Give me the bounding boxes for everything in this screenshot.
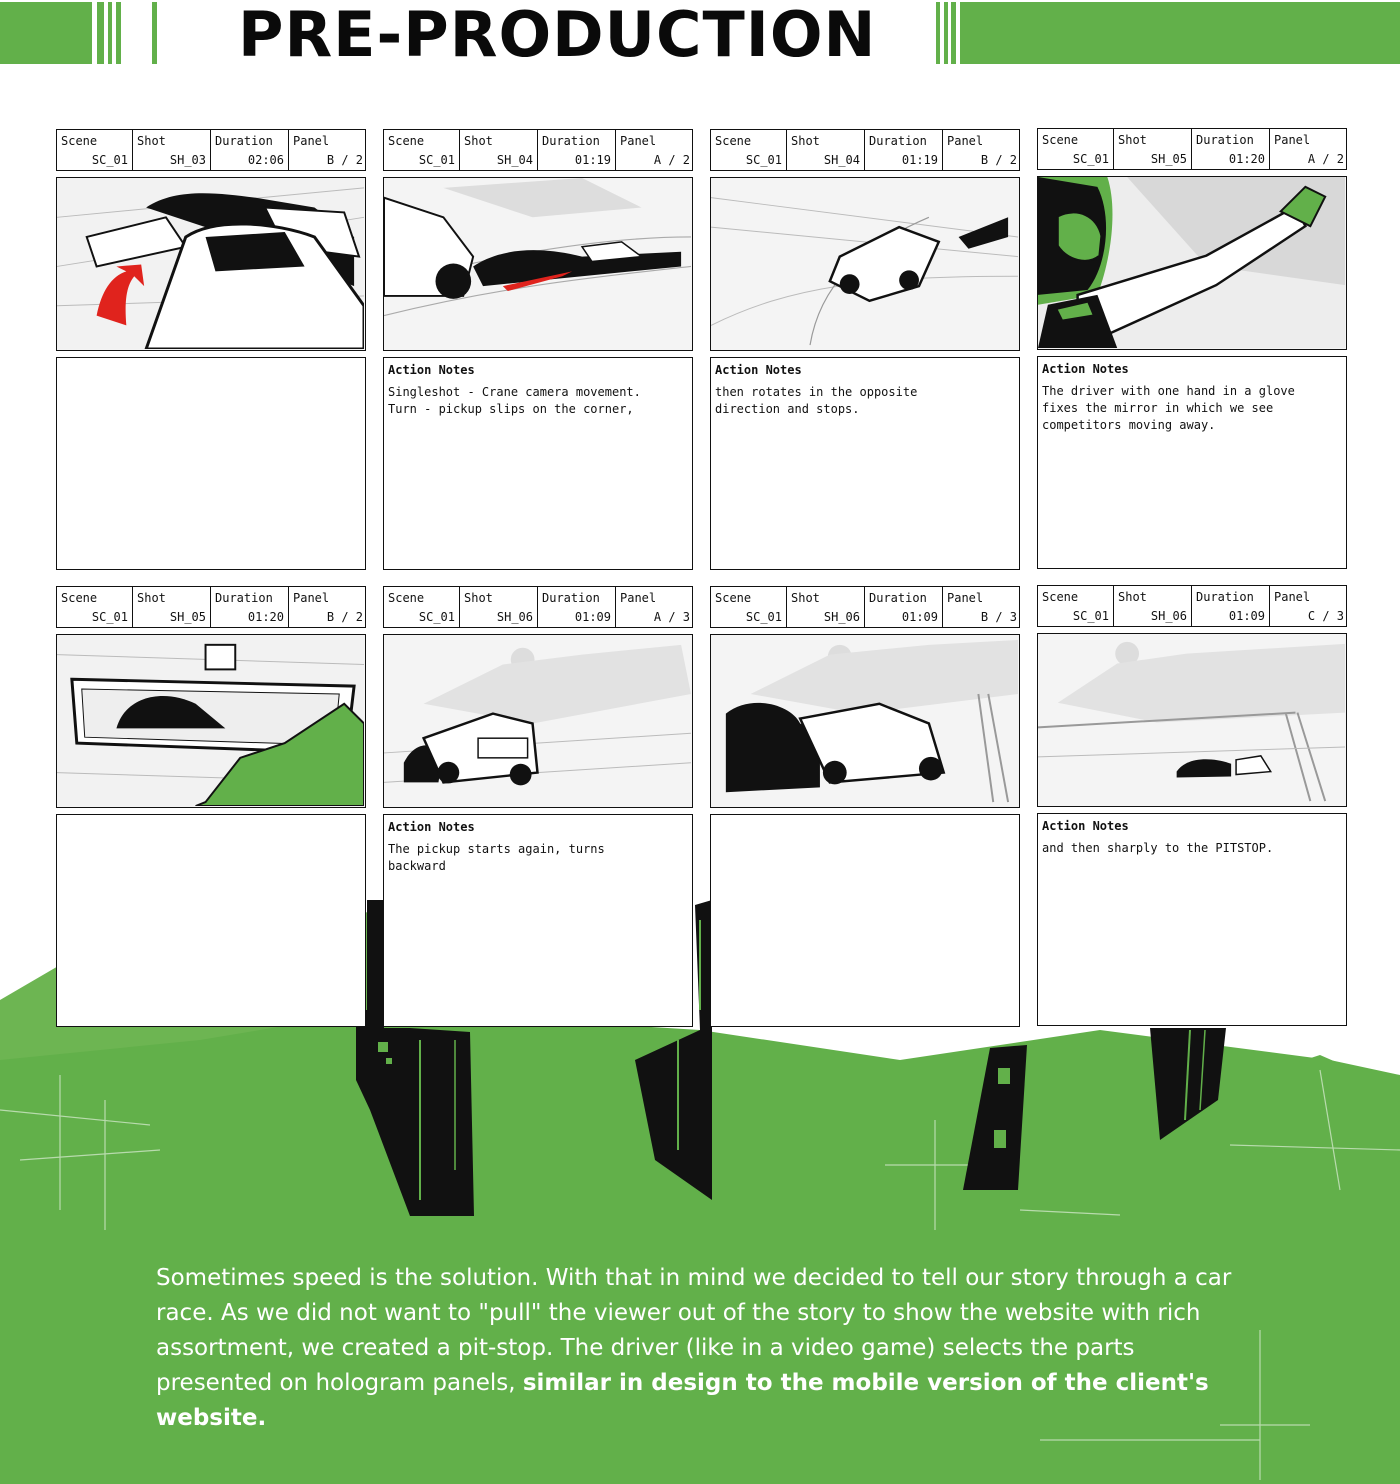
scene-label: Scene <box>715 134 752 148</box>
shot-value: SH_03 <box>169 153 206 167</box>
storyboard-frame <box>1037 176 1347 350</box>
duration-cell <box>538 587 616 627</box>
scene-cell <box>384 587 460 627</box>
scene-value: SC_01 <box>745 610 782 624</box>
scene-value: SC_01 <box>418 153 455 167</box>
shot-cell <box>1114 586 1192 626</box>
action-notes-heading: Action Notes <box>1042 819 1129 833</box>
panel-label: Panel <box>620 134 657 148</box>
driver-helmet-icon <box>1038 177 1345 348</box>
action-notes-heading: Action Notes <box>715 363 802 377</box>
duration-value: 01:19 <box>574 153 611 167</box>
duration-label: Duration <box>1196 133 1254 147</box>
duration-label: Duration <box>1196 590 1254 604</box>
scene-label: Scene <box>61 134 98 148</box>
panel-label: Panel <box>1274 590 1311 604</box>
duration-value: 01:19 <box>901 153 938 167</box>
storyboard-frame <box>383 634 693 808</box>
duration-label: Duration <box>215 591 273 605</box>
scene-label: Scene <box>61 591 98 605</box>
action-notes-text: then rotates in the opposite direction and stops. <box>715 385 918 416</box>
duration-cell <box>1192 129 1270 169</box>
shot-value: SH_05 <box>1150 152 1187 166</box>
duration-cell <box>865 587 943 627</box>
action-notes-box <box>56 357 366 570</box>
shot-label: Shot <box>464 591 493 605</box>
scene-cell <box>711 130 787 170</box>
panel-metadata <box>710 586 1020 628</box>
panel-cell <box>1270 129 1348 169</box>
shot-value: SH_06 <box>1150 609 1187 623</box>
storyboard-frame <box>1037 633 1347 807</box>
scene-value: SC_01 <box>1072 609 1109 623</box>
shot-value: SH_06 <box>823 610 860 624</box>
panel-value: A / 3 <box>653 610 690 624</box>
duration-label: Duration <box>869 591 927 605</box>
duration-label: Duration <box>869 134 927 148</box>
storyboard-frame <box>56 634 366 808</box>
scene-label: Scene <box>1042 590 1079 604</box>
panel-label: Panel <box>620 591 657 605</box>
shot-value: SH_05 <box>169 610 206 624</box>
duration-label: Duration <box>215 134 273 148</box>
pickup-dust-icon <box>711 635 1018 806</box>
panel-metadata <box>56 586 366 628</box>
scene-value: SC_01 <box>745 153 782 167</box>
description-text: Sometimes speed is the solution. With that in mind we decided to tell our story through a car race. As we did not want to "pull" the viewer out of the story to show the website with rich assortment, we created a pit-stop. The driver (like in a video game) selects the parts presented on hologram panels, <box>156 1265 1232 1396</box>
duration-value: 01:09 <box>574 610 611 624</box>
action-notes-text: The driver with one hand in a glove fixes the mirror in which we see competitors moving away. <box>1042 384 1295 432</box>
duration-cell <box>1192 586 1270 626</box>
scene-label: Scene <box>715 591 752 605</box>
shot-value: SH_04 <box>496 153 533 167</box>
action-notes-box <box>56 814 366 1027</box>
duration-cell <box>211 587 289 627</box>
scene-cell <box>1038 586 1114 626</box>
action-notes-box <box>383 814 693 1027</box>
panel-value: B / 2 <box>326 610 363 624</box>
action-notes-heading: Action Notes <box>388 820 475 834</box>
panel-label: Panel <box>1274 133 1311 147</box>
panel-value: A / 2 <box>1307 152 1344 166</box>
cars-chase-red-arrow-icon <box>57 178 364 349</box>
panel-value: B / 2 <box>326 153 363 167</box>
action-notes-box <box>1037 356 1347 569</box>
storyboard-frame <box>710 177 1020 351</box>
scene-value: SC_01 <box>91 610 128 624</box>
pickup-start-icon <box>384 635 691 806</box>
shot-label: Shot <box>791 591 820 605</box>
shot-value: SH_04 <box>823 153 860 167</box>
panel-cell <box>616 130 694 170</box>
rearview-mirror-icon <box>57 635 364 806</box>
scene-cell <box>57 130 133 170</box>
duration-cell <box>865 130 943 170</box>
duration-value: 02:06 <box>247 153 284 167</box>
panel-cell <box>289 130 367 170</box>
panel-metadata <box>56 129 366 171</box>
panel-value: A / 2 <box>653 153 690 167</box>
scene-cell <box>384 130 460 170</box>
panel-metadata <box>383 586 693 628</box>
panel-value: B / 3 <box>980 610 1017 624</box>
action-notes-box <box>1037 813 1347 1026</box>
scene-value: SC_01 <box>91 153 128 167</box>
action-notes-box <box>710 357 1020 570</box>
panel-label: Panel <box>293 134 330 148</box>
pickup-drift-icon <box>384 178 691 349</box>
duration-value: 01:09 <box>901 610 938 624</box>
shot-cell <box>460 587 538 627</box>
panel-label: Panel <box>293 591 330 605</box>
action-notes-text: The pickup starts again, turns backward <box>388 842 605 873</box>
shot-label: Shot <box>137 134 166 148</box>
storyboard-frame <box>56 177 366 351</box>
panel-metadata <box>383 129 693 171</box>
shot-cell <box>787 130 865 170</box>
panel-metadata <box>1037 128 1347 170</box>
shot-cell <box>1114 129 1192 169</box>
scene-label: Scene <box>388 134 425 148</box>
pickup-rotate-icon <box>711 178 1018 349</box>
scene-cell <box>1038 129 1114 169</box>
panel-cell <box>943 130 1021 170</box>
scene-cell <box>57 587 133 627</box>
panel-cell <box>289 587 367 627</box>
shot-label: Shot <box>137 591 166 605</box>
scene-cell <box>711 587 787 627</box>
shot-label: Shot <box>791 134 820 148</box>
action-notes-box <box>710 814 1020 1027</box>
duration-value: 01:09 <box>1228 609 1265 623</box>
duration-value: 01:20 <box>1228 152 1265 166</box>
duration-label: Duration <box>542 591 600 605</box>
action-notes-text: Singleshot - Crane camera movement. Turn - pickup slips on the corner, <box>388 385 641 416</box>
scene-label: Scene <box>388 591 425 605</box>
panel-cell <box>616 587 694 627</box>
duration-value: 01:20 <box>247 610 284 624</box>
shot-cell <box>133 587 211 627</box>
panel-metadata <box>1037 585 1347 627</box>
panel-cell <box>1270 586 1348 626</box>
scene-value: SC_01 <box>418 610 455 624</box>
shot-label: Shot <box>1118 133 1147 147</box>
description-bold-text: similar in design to the mobile version of the client's website. <box>156 1370 1209 1431</box>
panel-label: Panel <box>947 591 984 605</box>
shot-value: SH_06 <box>496 610 533 624</box>
scene-label: Scene <box>1042 133 1079 147</box>
duration-label: Duration <box>542 134 600 148</box>
shot-label: Shot <box>464 134 493 148</box>
shot-cell <box>787 587 865 627</box>
pickup-far-icon <box>1038 634 1345 805</box>
action-notes-box <box>383 357 693 570</box>
scene-value: SC_01 <box>1072 152 1109 166</box>
duration-cell <box>538 130 616 170</box>
shot-cell <box>460 130 538 170</box>
panel-cell <box>943 587 1021 627</box>
storyboard-frame <box>383 177 693 351</box>
action-notes-heading: Action Notes <box>388 363 475 377</box>
action-notes-text: and then sharply to the PITSTOP. <box>1042 841 1274 855</box>
shot-cell <box>133 130 211 170</box>
page-title: PRE-PRODUCTION <box>238 0 877 71</box>
panel-value: C / 3 <box>1307 609 1344 623</box>
action-notes-heading: Action Notes <box>1042 362 1129 376</box>
panel-value: B / 2 <box>980 153 1017 167</box>
duration-cell <box>211 130 289 170</box>
shot-label: Shot <box>1118 590 1147 604</box>
description-paragraph <box>156 1261 1236 1436</box>
panel-metadata <box>710 129 1020 171</box>
panel-label: Panel <box>947 134 984 148</box>
storyboard-frame <box>710 634 1020 808</box>
